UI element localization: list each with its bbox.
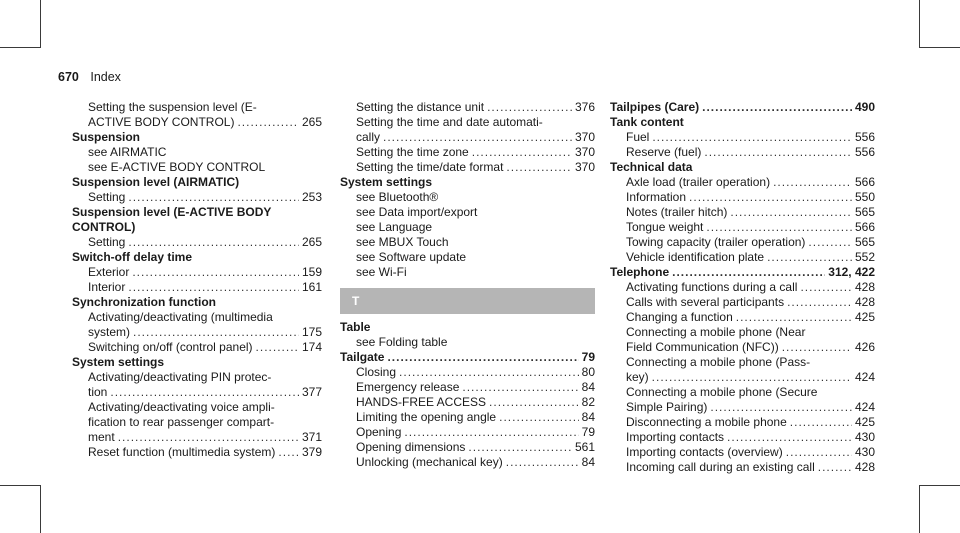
entry-text: see Language xyxy=(356,220,433,234)
page-header xyxy=(58,70,121,84)
page-reference[interactable]: 426 xyxy=(854,340,875,354)
leader-dots xyxy=(652,130,852,145)
entry-text: Suspension level (AIRMATIC) xyxy=(72,175,240,189)
leader-dots xyxy=(736,310,852,325)
index-subentry xyxy=(72,385,322,400)
index-heading xyxy=(340,175,595,190)
leader-dots xyxy=(128,190,299,205)
entry-text: Tank content xyxy=(610,115,684,129)
page-reference[interactable]: 79 xyxy=(581,425,595,439)
leader-dots xyxy=(387,350,578,365)
leader-dots xyxy=(133,325,299,340)
index-subentry xyxy=(610,130,875,145)
entry-text: Table xyxy=(340,320,371,334)
index-column-3 xyxy=(610,100,875,475)
leader-dots xyxy=(706,220,852,235)
page-reference[interactable]: 80 xyxy=(581,365,595,379)
entry-text: key) xyxy=(626,370,649,384)
index-subentry xyxy=(340,100,595,115)
leader-dots xyxy=(489,395,579,410)
page-reference[interactable]: 552 xyxy=(854,250,875,264)
leader-dots xyxy=(800,280,852,295)
leader-dots xyxy=(786,445,852,460)
index-subentry xyxy=(72,145,322,160)
page-reference[interactable]: 490 xyxy=(854,100,875,114)
index-heading xyxy=(72,250,322,265)
page-reference[interactable]: 561 xyxy=(574,440,595,454)
index-subentry xyxy=(610,220,875,235)
index-subentry xyxy=(610,295,875,310)
page-reference[interactable]: 550 xyxy=(854,190,875,204)
entry-text: see E-ACTIVE BODY CONTROL xyxy=(88,160,266,174)
entry-text: Simple Pairing) xyxy=(626,400,708,414)
index-subentry xyxy=(610,400,875,415)
page-reference[interactable]: 79 xyxy=(581,350,595,364)
entry-text: Opening dimensions xyxy=(356,440,466,454)
entry-text: System settings xyxy=(340,175,433,189)
leader-dots xyxy=(782,340,852,355)
page-reference[interactable]: 556 xyxy=(854,130,875,144)
index-subentry xyxy=(610,310,875,325)
leader-dots xyxy=(790,415,852,430)
entry-text: Reset function (multimedia system) xyxy=(88,445,276,459)
page-reference[interactable]: 265 xyxy=(301,235,322,249)
index-subentry xyxy=(610,445,875,460)
entry-text: Connecting a mobile phone (Secure xyxy=(626,385,818,399)
index-heading xyxy=(610,265,875,280)
entry-text: see Software update xyxy=(356,250,467,264)
leader-dots xyxy=(404,425,578,440)
index-subentry xyxy=(72,325,322,340)
crop-mark xyxy=(919,485,920,533)
entry-text: system) xyxy=(88,325,130,339)
page-reference[interactable]: 82 xyxy=(581,395,595,409)
entry-text: Synchronization function xyxy=(72,295,216,309)
leader-dots xyxy=(672,265,825,280)
index-subentry xyxy=(340,410,595,425)
index-subentry xyxy=(340,455,595,470)
entry-text: Switching on/off (control panel) xyxy=(88,340,253,354)
index-column-2 xyxy=(340,100,595,470)
index-heading xyxy=(340,350,595,365)
index-subentry xyxy=(610,340,875,355)
page-reference[interactable]: 379 xyxy=(301,445,322,459)
index-heading xyxy=(72,220,322,235)
index-subentry xyxy=(72,430,322,445)
page-reference[interactable]: 370 xyxy=(574,160,595,174)
leader-dots xyxy=(808,235,852,250)
entry-text: Notes (trailer hitch) xyxy=(626,205,728,219)
entry-text: HANDS-FREE ACCESS xyxy=(356,395,487,409)
entry-text: Limiting the opening angle xyxy=(356,410,497,424)
entry-text: Emergency release xyxy=(356,380,460,394)
entry-text: Technical data xyxy=(610,160,693,174)
entry-text: Disconnecting a mobile phone xyxy=(626,415,787,429)
entry-text: Axle load (trailer operation) xyxy=(626,175,771,189)
entry-text: Setting xyxy=(88,235,126,249)
index-heading xyxy=(72,205,322,220)
index-subentry xyxy=(340,220,595,235)
index-heading xyxy=(72,295,322,310)
index-subentry xyxy=(340,190,595,205)
index-subentry xyxy=(72,415,322,430)
index-subentry xyxy=(340,335,595,350)
index-subentry xyxy=(610,385,875,400)
entry-text: Fuel xyxy=(626,130,650,144)
entry-text: Connecting a mobile phone (Near xyxy=(626,325,806,339)
index-subentry xyxy=(610,235,875,250)
entry-text: cally xyxy=(356,130,381,144)
leader-dots xyxy=(383,130,572,145)
index-heading xyxy=(72,130,322,145)
index-subentry xyxy=(340,265,595,280)
index-subentry xyxy=(72,370,322,385)
crop-mark xyxy=(0,485,41,486)
index-subentry xyxy=(72,340,322,355)
index-subentry xyxy=(340,380,595,395)
index-subentry xyxy=(72,310,322,325)
index-subentry xyxy=(340,440,595,455)
page-reference[interactable]: 428 xyxy=(854,460,875,474)
index-subentry xyxy=(610,415,875,430)
index-subentry xyxy=(610,325,875,340)
entry-text: see Wi-Fi xyxy=(356,265,407,279)
index-subentry xyxy=(72,445,322,460)
leader-dots xyxy=(499,410,579,425)
entry-text: Tongue weight xyxy=(626,220,704,234)
index-subentry xyxy=(610,460,875,475)
leader-dots xyxy=(727,430,852,445)
entry-text: Exterior xyxy=(88,265,130,279)
index-subentry xyxy=(340,395,595,410)
leader-dots xyxy=(110,385,299,400)
entry-text: Setting the distance unit xyxy=(356,100,485,114)
page-reference[interactable]: 377 xyxy=(301,385,322,399)
crop-mark xyxy=(0,47,41,48)
index-subentry xyxy=(72,235,322,250)
page-reference[interactable]: 84 xyxy=(581,380,595,394)
entry-text: Field Communication (NFC)) xyxy=(626,340,779,354)
leader-dots xyxy=(256,340,299,355)
leader-dots xyxy=(506,455,579,470)
entry-text: Importing contacts xyxy=(626,430,725,444)
entry-text: ment xyxy=(88,430,115,444)
leader-dots xyxy=(468,440,572,455)
leader-dots xyxy=(472,145,572,160)
index-subentry xyxy=(340,130,595,145)
page-reference[interactable]: 84 xyxy=(581,410,595,424)
entry-text: Calls with several participants xyxy=(626,295,785,309)
index-heading xyxy=(340,320,595,335)
entry-text: Setting the time and date automati- xyxy=(356,115,543,129)
page-reference[interactable]: 424 xyxy=(854,370,875,384)
entry-text: Activating/deactivating PIN protec- xyxy=(88,370,272,384)
entry-text: Changing a function xyxy=(626,310,733,324)
page-reference[interactable]: 556 xyxy=(854,145,875,159)
page-reference[interactable]: 565 xyxy=(854,205,875,219)
page-reference[interactable]: 161 xyxy=(301,280,322,294)
index-subentry xyxy=(610,175,875,190)
page-reference[interactable]: 159 xyxy=(301,265,322,279)
page-reference[interactable]: 370 xyxy=(574,145,595,159)
entry-text: Closing xyxy=(356,365,397,379)
leader-dots xyxy=(506,160,572,175)
leader-dots xyxy=(704,145,852,160)
entry-text: Importing contacts (overview) xyxy=(626,445,783,459)
index-subentry xyxy=(340,160,595,175)
page-reference[interactable]: 370 xyxy=(574,130,595,144)
index-subentry xyxy=(340,235,595,250)
page-reference[interactable]: 84 xyxy=(581,455,595,469)
entry-text: Reserve (fuel) xyxy=(626,145,702,159)
index-subentry xyxy=(610,190,875,205)
page-reference[interactable]: 428 xyxy=(854,280,875,294)
entry-text: Suspension xyxy=(72,130,141,144)
entry-text: Vehicle identification plate xyxy=(626,250,765,264)
leader-dots xyxy=(399,365,579,380)
entry-text: tion xyxy=(88,385,108,399)
entry-text: Interior xyxy=(88,280,126,294)
section-letter: T xyxy=(340,288,595,314)
page-reference[interactable]: 566 xyxy=(854,175,875,189)
leader-dots xyxy=(278,445,299,460)
entry-text: Setting the suspension level (E- xyxy=(88,100,257,114)
leader-dots xyxy=(128,235,299,250)
entry-text: see Folding table xyxy=(356,335,448,349)
index-subentry xyxy=(72,400,322,415)
entry-text: see Data import/export xyxy=(356,205,478,219)
leader-dots xyxy=(710,400,852,415)
leader-dots xyxy=(730,205,852,220)
index-subentry xyxy=(340,205,595,220)
index-column-1 xyxy=(72,100,322,460)
entry-text: Connecting a mobile phone (Pass- xyxy=(626,355,811,369)
page-reference[interactable]: 566 xyxy=(854,220,875,234)
index-heading xyxy=(610,160,875,175)
entry-text: fication to rear passenger compart- xyxy=(88,415,275,429)
entry-text: Information xyxy=(626,190,687,204)
leader-dots xyxy=(132,265,299,280)
entry-text: see AIRMATIC xyxy=(88,145,167,159)
page-reference[interactable]: 430 xyxy=(854,430,875,444)
page-reference[interactable]: 376 xyxy=(574,100,595,114)
page-reference[interactable]: 312, 422 xyxy=(828,265,875,279)
entry-text: Activating/deactivating (multimedia xyxy=(88,310,273,324)
crop-mark xyxy=(40,485,41,533)
index-subentry xyxy=(610,430,875,445)
index-subentry xyxy=(72,280,322,295)
page-reference[interactable]: 428 xyxy=(854,295,875,309)
index-subentry xyxy=(340,250,595,265)
index-subentry xyxy=(72,115,322,130)
leader-dots xyxy=(652,370,852,385)
index-heading xyxy=(72,355,322,370)
entry-text: see Bluetooth® xyxy=(356,190,439,204)
entry-text: Towing capacity (trailer operation) xyxy=(626,235,806,249)
page-number: 670 xyxy=(58,70,79,84)
entry-text: Telephone xyxy=(610,265,670,279)
entry-text: Switch-off delay time xyxy=(72,250,193,264)
index-subentry xyxy=(610,205,875,220)
page-reference[interactable]: 253 xyxy=(301,190,322,204)
entry-text: System settings xyxy=(72,355,165,369)
index-heading xyxy=(610,100,875,115)
leader-dots xyxy=(128,280,299,295)
index-subentry xyxy=(72,265,322,280)
index-subentry xyxy=(340,115,595,130)
leader-dots xyxy=(118,430,299,445)
entry-text: Suspension level (E-ACTIVE BODY xyxy=(72,205,272,219)
page-reference[interactable]: 424 xyxy=(854,400,875,414)
entry-text: see MBUX Touch xyxy=(356,235,449,249)
entry-text: Activating/deactivating voice ampli- xyxy=(88,400,275,414)
entry-text: Setting the time zone xyxy=(356,145,469,159)
page-reference[interactable]: 371 xyxy=(301,430,322,444)
entry-text: Setting xyxy=(88,190,126,204)
entry-text: Setting the time/date format xyxy=(356,160,504,174)
index-subentry xyxy=(610,280,875,295)
crop-mark xyxy=(40,0,41,48)
crop-mark xyxy=(919,47,960,48)
page-reference[interactable]: 565 xyxy=(854,235,875,249)
entry-text: Opening xyxy=(356,425,402,439)
leader-dots xyxy=(487,100,572,115)
crop-mark xyxy=(919,0,920,48)
index-subentry xyxy=(72,100,322,115)
index-subentry xyxy=(72,160,322,175)
section-title: Index xyxy=(90,70,121,84)
entry-text: CONTROL) xyxy=(72,220,136,234)
page-reference[interactable]: 175 xyxy=(301,325,322,339)
index-subentry xyxy=(610,250,875,265)
entry-text: ACTIVE BODY CONTROL) xyxy=(88,115,235,129)
index-subentry xyxy=(610,355,875,370)
page-reference[interactable]: 425 xyxy=(854,310,875,324)
page-reference[interactable]: 265 xyxy=(301,115,322,129)
page-reference[interactable]: 430 xyxy=(854,445,875,459)
index-subentry xyxy=(340,145,595,160)
crop-mark xyxy=(919,485,960,486)
index-heading xyxy=(72,175,322,190)
leader-dots xyxy=(702,100,852,115)
entry-text: Unlocking (mechanical key) xyxy=(356,455,503,469)
index-heading xyxy=(610,115,875,130)
page-reference[interactable]: 174 xyxy=(301,340,322,354)
index-subentry xyxy=(340,365,595,380)
index-subentry xyxy=(340,425,595,440)
leader-dots xyxy=(689,190,852,205)
leader-dots xyxy=(787,295,852,310)
leader-dots xyxy=(237,115,299,130)
entry-text: Incoming call during an existing call xyxy=(626,460,815,474)
entry-text: Tailgate xyxy=(340,350,385,364)
index-subentry xyxy=(610,370,875,385)
leader-dots xyxy=(767,250,852,265)
index-subentry xyxy=(610,145,875,160)
leader-dots xyxy=(462,380,578,395)
index-subentry xyxy=(72,190,322,205)
leader-dots xyxy=(773,175,852,190)
entry-text: Activating functions during a call xyxy=(626,280,798,294)
page-reference[interactable]: 425 xyxy=(854,415,875,429)
leader-dots xyxy=(818,460,852,475)
entry-text: Tailpipes (Care) xyxy=(610,100,700,114)
